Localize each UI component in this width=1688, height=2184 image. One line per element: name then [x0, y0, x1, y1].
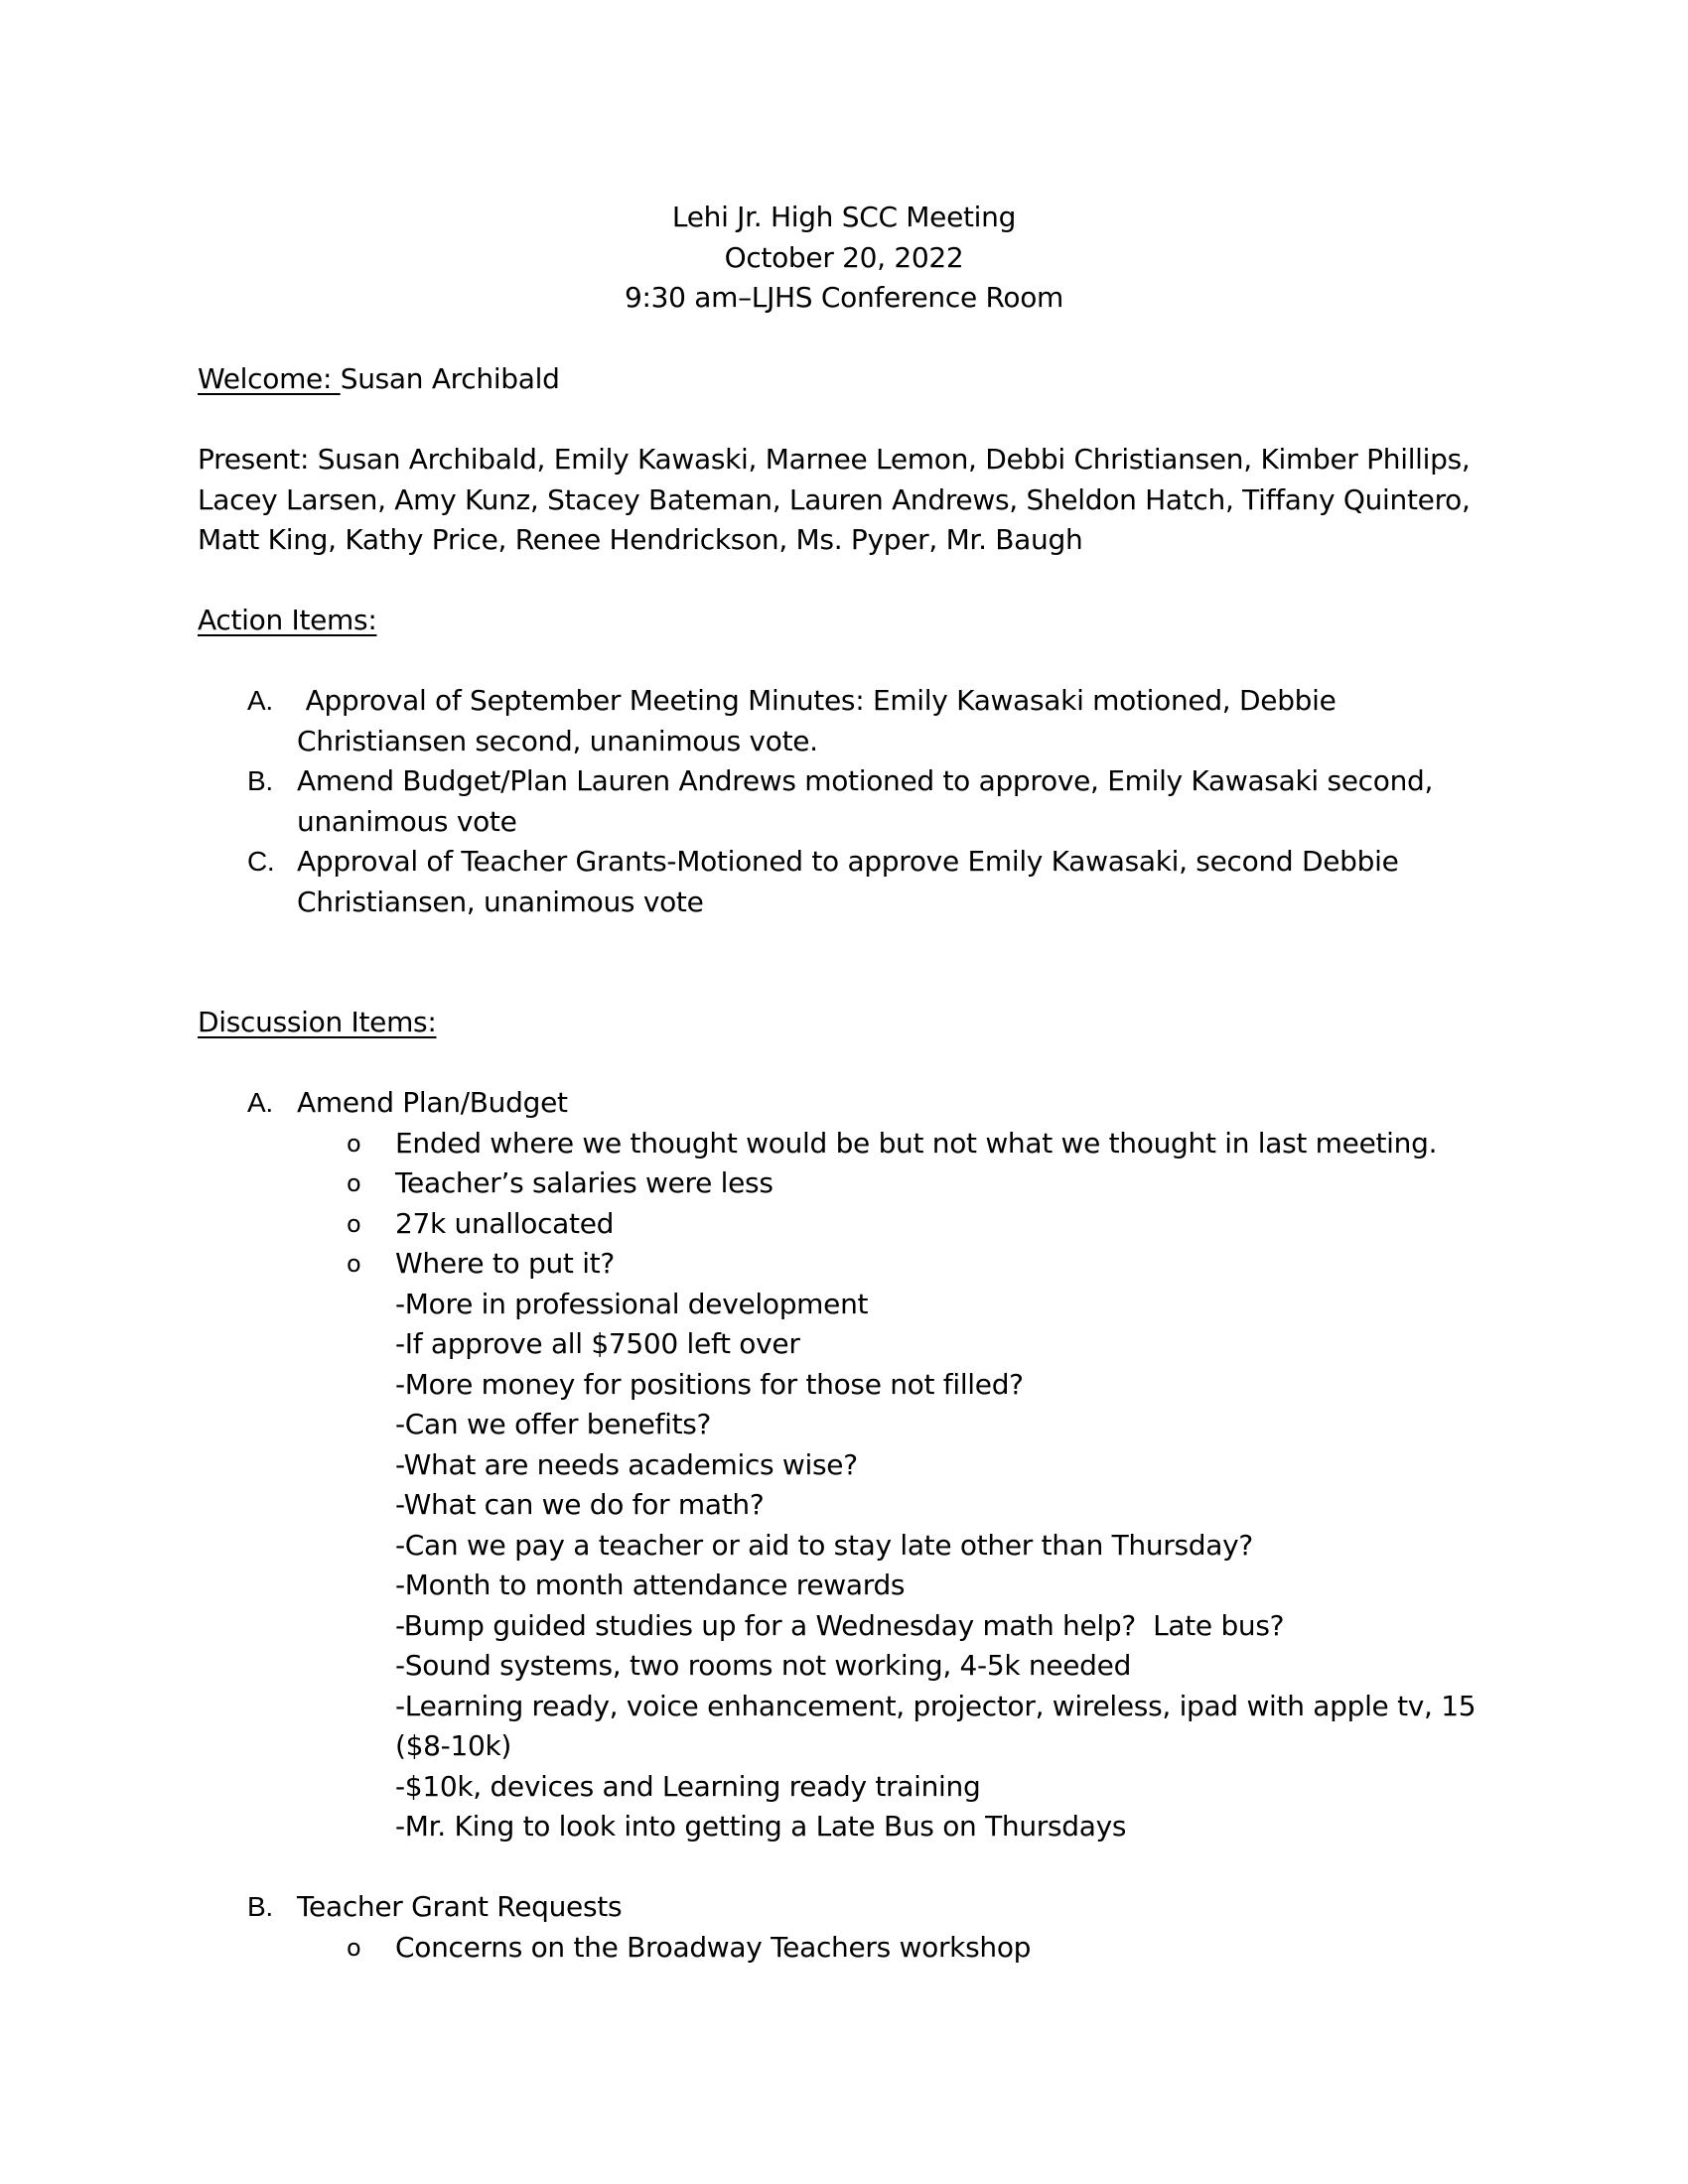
- bullet-item: [198, 1244, 1478, 1285]
- list-marker: A.: [247, 685, 273, 716]
- bullet-item: [198, 1124, 1478, 1164]
- present-line: Present: Susan Archibald, Emily Kawaski, Marnee Lemon, Debbi Christiansen, Kimber Phillips,: [198, 443, 1471, 476]
- action-item: [198, 842, 1478, 922]
- discussion-a-bullets: [198, 1124, 1478, 1285]
- discussion-a-sub-lines: [198, 1285, 1478, 1847]
- meeting-time-location: 9:30 am–LJHS Conference Room: [624, 281, 1064, 314]
- bullet-item: [198, 1928, 1478, 1969]
- meeting-header: [0, 198, 1688, 319]
- welcome-name: Susan Archibald: [340, 362, 560, 395]
- bullet-marker: o: [347, 1250, 361, 1278]
- sub-line: -What are needs academics wise?: [395, 1447, 858, 1481]
- sub-line: -Bump guided studies up for a Wednesday math help? Late bus?: [395, 1608, 1285, 1642]
- bullet-marker: o: [347, 1933, 361, 1962]
- action-item-line: unanimous vote: [297, 804, 517, 838]
- bullet-item: [198, 1204, 1478, 1245]
- action-items-heading-text: Action Items:: [198, 604, 377, 636]
- action-item-line: Approval of Teacher Grants-Motioned to approve Emily Kawasaki, second Debbie: [297, 845, 1399, 878]
- sub-line: -Can we pay a teacher or aid to stay late other than Thursday?: [395, 1528, 1253, 1562]
- present-line: Lacey Larsen, Amy Kunz, Stacey Bateman, Lauren Andrews, Sheldon Hatch, Tiffany Quintero,: [198, 482, 1471, 516]
- action-item-line: Approval of September Meeting Minutes: Emily Kawasaki motioned, Debbie: [297, 684, 1336, 717]
- sub-line: ($8-10k): [395, 1729, 512, 1762]
- action-item-line: Amend Budget/Plan Lauren Andrews motioned to approve, Emily Kawasaki second,: [297, 764, 1434, 797]
- discussion-item-b: [198, 1887, 1478, 1928]
- discussion-items-heading-text: Discussion Items:: [198, 1006, 437, 1038]
- bullet-marker: o: [347, 1209, 361, 1238]
- sub-line: -Mr. King to look into getting a Late Bus on Thursdays: [395, 1810, 1127, 1843]
- sub-line: -Month to month attendance rewards: [395, 1569, 906, 1601]
- sub-line: -What can we do for math?: [395, 1488, 765, 1521]
- sub-line: -Sound systems, two rooms not working, 4-5k needed: [395, 1649, 1132, 1682]
- bullet-item: [198, 1163, 1478, 1204]
- sub-line: -More in professional development: [395, 1287, 869, 1320]
- discussion-item-a: [198, 1083, 1478, 1124]
- action-items-heading: [198, 601, 1478, 641]
- present-line: Matt King, Kathy Price, Renee Hendrickson, Ms. Pyper, Mr. Baugh: [198, 523, 1083, 556]
- list-marker: B.: [247, 765, 273, 796]
- sub-line: -More money for positions for those not filled?: [395, 1367, 1024, 1401]
- present-attendees: [198, 440, 1478, 561]
- action-item: [198, 761, 1478, 842]
- bullet-text: Ended where we thought would be but not what we thought in last meeting.: [395, 1126, 1438, 1160]
- discussion-item-title: Amend Plan/Budget: [297, 1086, 568, 1119]
- bullet-text: Teacher’s salaries were less: [395, 1166, 774, 1199]
- bullet-text: 27k unallocated: [395, 1206, 615, 1240]
- bullet-marker: o: [347, 1169, 361, 1197]
- sub-line: -Can we offer benefits?: [395, 1408, 712, 1440]
- action-items-list: [198, 681, 1478, 922]
- action-item-line: Christiansen, unanimous vote: [297, 885, 704, 918]
- meeting-date: October 20, 2022: [724, 240, 964, 274]
- action-item: [198, 681, 1478, 761]
- list-marker: A.: [247, 1087, 273, 1118]
- list-marker: B.: [247, 1891, 273, 1922]
- meeting-title: Lehi Jr. High SCC Meeting: [671, 201, 1017, 233]
- bullet-text: Concerns on the Broadway Teachers workshop: [395, 1930, 1032, 1964]
- bullet-marker: o: [347, 1129, 361, 1158]
- sub-line: -If approve all $7500 left over: [395, 1327, 800, 1360]
- list-marker: C.: [247, 846, 275, 877]
- welcome-line: [198, 359, 1478, 400]
- bullet-text: Where to put it?: [395, 1247, 615, 1280]
- discussion-item-title: Teacher Grant Requests: [297, 1890, 623, 1923]
- welcome-label: Welcome:: [198, 362, 341, 395]
- sub-line: -Learning ready, voice enhancement, projector, wireless, ipad with apple tv, 15: [395, 1689, 1477, 1722]
- action-item-line: Christiansen second, unanimous vote.: [297, 724, 818, 757]
- discussion-items-heading: [198, 1003, 1478, 1043]
- discussion-item-b-list: [198, 1887, 1478, 1968]
- discussion-items-list: [198, 1083, 1478, 1847]
- sub-line: -$10k, devices and Learning ready training: [395, 1769, 981, 1803]
